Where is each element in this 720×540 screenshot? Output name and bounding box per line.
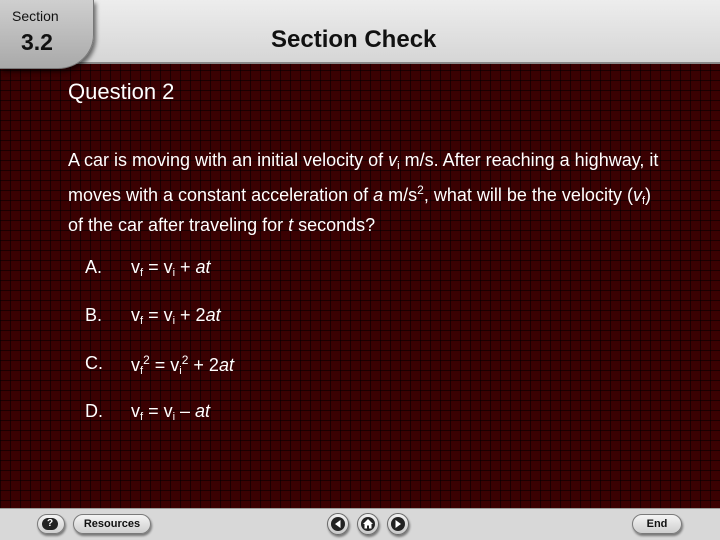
section-label: Section bbox=[12, 8, 59, 24]
expr-term: at bbox=[195, 401, 211, 421]
question-heading: Question 2 bbox=[68, 79, 175, 104]
option-b-answer[interactable] bbox=[131, 305, 221, 327]
question-text-part: seconds? bbox=[293, 215, 376, 235]
back-button[interactable] bbox=[327, 513, 349, 535]
expr-subscript: i bbox=[172, 411, 176, 423]
forward-button[interactable] bbox=[387, 513, 409, 535]
option-a-letter[interactable]: A. bbox=[85, 257, 103, 277]
expr-operator: + 2 bbox=[175, 305, 206, 325]
expr-operator: + 2 bbox=[188, 355, 219, 375]
expr-term: at bbox=[218, 355, 234, 375]
bottom-nav-bar bbox=[0, 508, 720, 540]
section-number: 3.2 bbox=[21, 29, 53, 55]
expr-equals: = bbox=[143, 401, 164, 421]
home-button[interactable] bbox=[357, 513, 379, 535]
expr-operator: + bbox=[175, 257, 196, 277]
expr-term: at bbox=[205, 305, 221, 325]
question-text bbox=[68, 148, 668, 237]
expr-subscript: f bbox=[140, 365, 144, 377]
back-arrow-icon bbox=[328, 514, 348, 534]
home-icon bbox=[358, 514, 378, 534]
help-icon: ? bbox=[42, 518, 58, 530]
expr-equals: = bbox=[143, 257, 164, 277]
expr-symbol: v bbox=[131, 257, 140, 277]
time-symbol: t bbox=[288, 215, 294, 235]
final-subscript: f bbox=[641, 195, 646, 207]
forward-arrow-icon bbox=[388, 514, 408, 534]
initial-velocity-symbol: v bbox=[388, 150, 398, 170]
expr-symbol: v bbox=[163, 401, 173, 421]
expr-equals: = bbox=[143, 305, 164, 325]
option-d-letter[interactable]: D. bbox=[85, 401, 103, 421]
expr-symbol: v bbox=[163, 257, 173, 277]
end-button[interactable]: End bbox=[632, 514, 682, 534]
expr-subscript: f bbox=[140, 411, 144, 423]
expr-subscript: i bbox=[172, 315, 176, 327]
expr-subscript: f bbox=[140, 315, 144, 327]
question-text-part: m/s bbox=[383, 185, 418, 205]
expr-subscript: i bbox=[172, 267, 176, 279]
resources-button[interactable]: Resources bbox=[73, 514, 151, 534]
option-b-letter[interactable]: B. bbox=[85, 305, 103, 325]
expr-symbol: v bbox=[131, 401, 140, 421]
question-text-part: m/s. After reaching a highway, it moves with a constant acceleration of bbox=[68, 150, 659, 205]
help-button[interactable] bbox=[37, 514, 65, 534]
expr-exponent: 2 bbox=[143, 353, 150, 367]
option-a-answer[interactable] bbox=[131, 257, 211, 279]
initial-subscript: i bbox=[397, 160, 400, 172]
acceleration-symbol: a bbox=[373, 185, 384, 205]
header-band bbox=[0, 0, 720, 64]
expr-symbol: v bbox=[170, 355, 180, 375]
question-text-part: ) of the car after traveling for bbox=[68, 185, 652, 235]
option-d-answer[interactable] bbox=[131, 401, 210, 423]
expr-subscript: i bbox=[179, 365, 182, 377]
expr-subscript: f bbox=[140, 267, 144, 279]
option-c-answer[interactable] bbox=[131, 353, 234, 377]
page-title: Section Check bbox=[271, 26, 437, 53]
squared-exponent: 2 bbox=[417, 183, 424, 197]
expr-exponent: 2 bbox=[181, 353, 189, 367]
question-text-part: , what will be the velocity ( bbox=[423, 185, 633, 205]
expr-operator: – bbox=[175, 401, 196, 421]
option-c-letter[interactable]: C. bbox=[85, 353, 103, 373]
expr-term: at bbox=[195, 257, 211, 277]
expr-symbol: v bbox=[163, 305, 173, 325]
section-tab bbox=[0, 0, 94, 69]
final-velocity-symbol: v bbox=[632, 185, 642, 205]
expr-symbol: v bbox=[131, 305, 140, 325]
question-text-part: A car is moving with an initial velocity of bbox=[68, 150, 389, 170]
expr-symbol: v bbox=[131, 355, 140, 375]
expr-equals: = bbox=[149, 355, 171, 375]
